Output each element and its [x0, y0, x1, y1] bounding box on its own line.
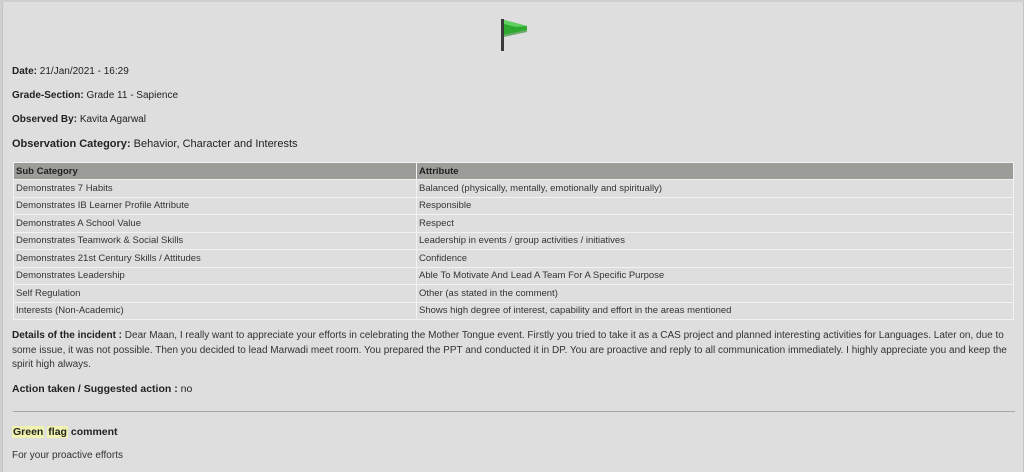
table-row [14, 250, 1014, 268]
date-label: Date: [12, 66, 38, 77]
table-row [14, 180, 1014, 198]
grade-section-label: Grade-Section: [12, 90, 84, 101]
attribute-cell: Respect [417, 215, 1014, 233]
action-label: Action taken / Suggested action : [12, 383, 178, 395]
date-value: 21/Jan/2021 - 16:29 [39, 66, 129, 77]
action-value: no [180, 383, 193, 395]
observation-category-field [12, 138, 298, 150]
observation-category-value: Behavior, Character and Interests [133, 138, 298, 150]
sub-category-cell: Demonstrates 21st Century Skills / Attitudes [14, 250, 417, 268]
table-row [14, 197, 1014, 215]
green-flag-comment-heading [12, 426, 118, 438]
observation-category-label: Observation Category: [12, 138, 131, 150]
details-text: Dear Maan, I really want to appreciate your efforts in celebrating the Mother Tongue event. Firstly you tried to take it as a CAS project and planned interesting activities for Languages. Later on, due to some issue, it was not possible. Then you decided to lead Marwadi meet room. You prepared the PPT and conducted it in DP. You are proactive and reply to all communication immediately. I highly appreciate you and keep the spirit high always. [12, 330, 1007, 370]
sub-category-cell: Demonstrates Leadership [14, 267, 417, 285]
attribute-cell: Balanced (physically, mentally, emotionally and spiritually) [417, 180, 1014, 198]
observed-by-label: Observed By: [12, 114, 78, 125]
attribute-cell: Shows high degree of interest, capability and effort in the areas mentioned [417, 302, 1014, 320]
sub-category-cell: Demonstrates 7 Habits [14, 180, 417, 198]
sub-category-cell: Demonstrates A School Value [14, 215, 417, 233]
section-divider [13, 411, 1015, 412]
sub-category-cell: Demonstrates Teamwork & Social Skills [14, 232, 417, 250]
header-attribute: Attribute [417, 163, 1014, 180]
attribute-cell: Responsible [417, 197, 1014, 215]
green-flag-icon [500, 18, 530, 52]
table-header-row [14, 163, 1014, 180]
comment-text: For your proactive efforts [12, 450, 123, 461]
observed-by-value: Kavita Agarwal [79, 114, 146, 125]
table-row [14, 215, 1014, 233]
sub-category-cell: Self Regulation [14, 285, 417, 303]
observation-page [2, 2, 1024, 472]
details-label: Details of the incident : [12, 330, 123, 341]
attribute-cell: Able To Motivate And Lead A Team For A Specific Purpose [417, 267, 1014, 285]
table-row [14, 285, 1014, 303]
highlight-flag: flag [48, 426, 67, 438]
grade-section-field [12, 90, 178, 101]
table-row [14, 302, 1014, 320]
date-field [12, 66, 129, 77]
sub-category-cell: Interests (Non-Academic) [14, 302, 417, 320]
action-taken [12, 383, 192, 395]
attribute-cell: Leadership in events / group activities / initiatives [417, 232, 1014, 250]
attributes-table [13, 162, 1014, 320]
comment-word: comment [70, 426, 118, 438]
grade-section-value: Grade 11 - Sapience [86, 90, 179, 101]
observed-by-field [12, 114, 146, 125]
attribute-cell: Confidence [417, 250, 1014, 268]
table-row [14, 232, 1014, 250]
table-row [14, 267, 1014, 285]
highlight-green: Green [13, 426, 44, 438]
header-sub-category: Sub Category [14, 163, 417, 180]
attribute-cell: Other (as stated in the comment) [417, 285, 1014, 303]
sub-category-cell: Demonstrates IB Learner Profile Attribute [14, 197, 417, 215]
incident-details [12, 329, 1012, 373]
